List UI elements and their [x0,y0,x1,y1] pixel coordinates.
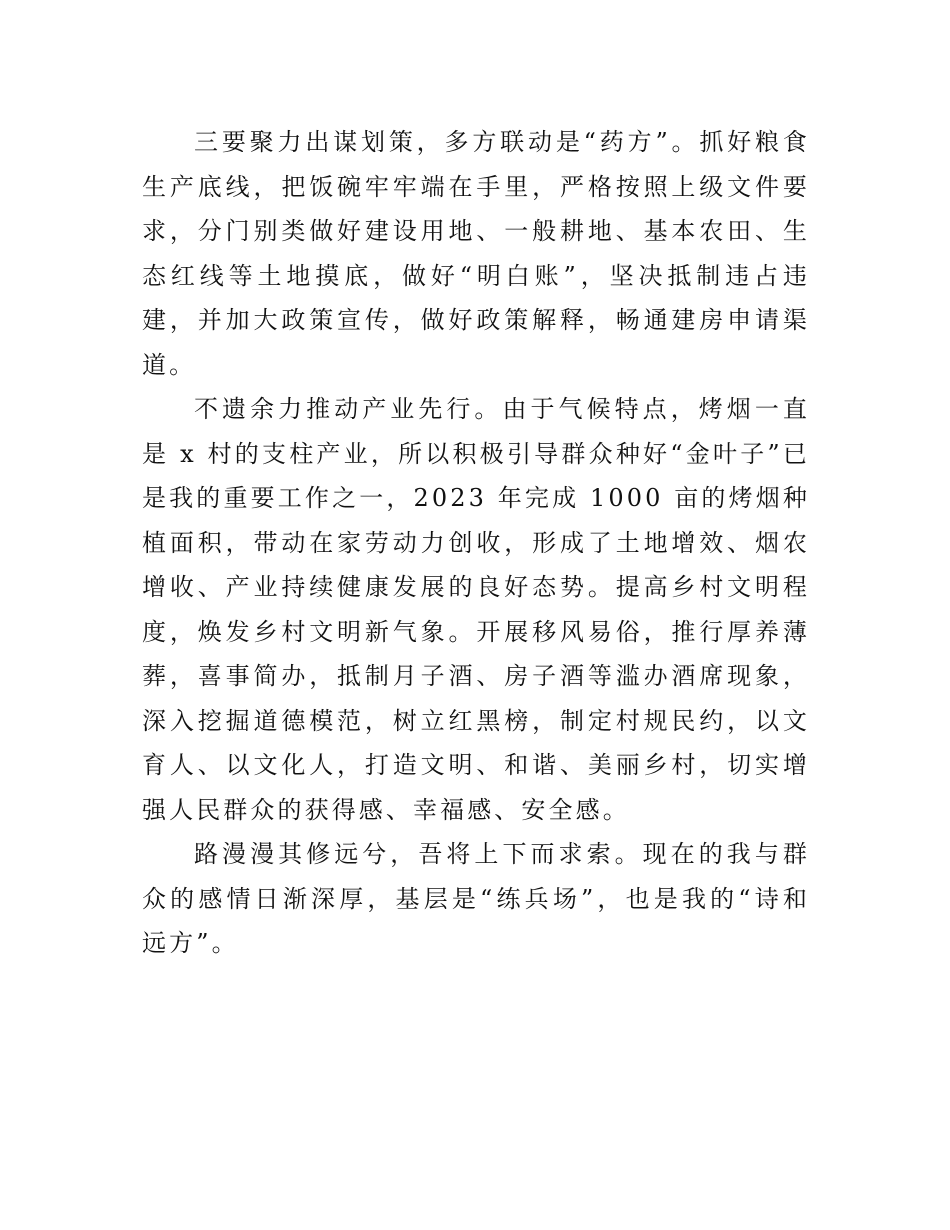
document-body [142,120,810,966]
paragraph-land-policy: 三要聚力出谋划策，多方联动是“药方”。抓好粮食生产底线，把饭碗牢牢端在手里，严格按照上级文件要求，分门别类做好建设用地、一般耕地、基本农田、生态红线等土地摸底，做好“明白账”，坚决抵制违占违建，并加大政策宣传，做好政策解释，畅通建房申请渠道。 [142,128,810,379]
paragraph-closing: 路漫漫其修远兮，吾将上下而求索。现在的我与群众的感情日渐深厚，基层是“练兵场”，也是我的“诗和远方”。 [142,840,810,957]
paragraph-industry-civilization: 不遗余力推动产业先行。由于气候特点，烤烟一直是 x 村的支柱产业，所以积极引导群众种好“金叶子”已是我的重要工作之一，2023 年完成 1000 亩的烤烟种植面积，带动在家劳动力创收，形成了土地增效、烟农增收、产业持续健康发展的良好态势。提高乡村文明程度，焕发乡村文明新气象。开展移风易俗，推行厚养薄葬，喜事简办，抵制月子酒、房子酒等滥办酒席现象，深入挖掘道德模范，树立红黑榜，制定村规民约，以文育人、以文化人，打造文明、和谐、美丽乡村，切实增强人民群众的获得感、幸福感、安全感。 [142,395,810,824]
